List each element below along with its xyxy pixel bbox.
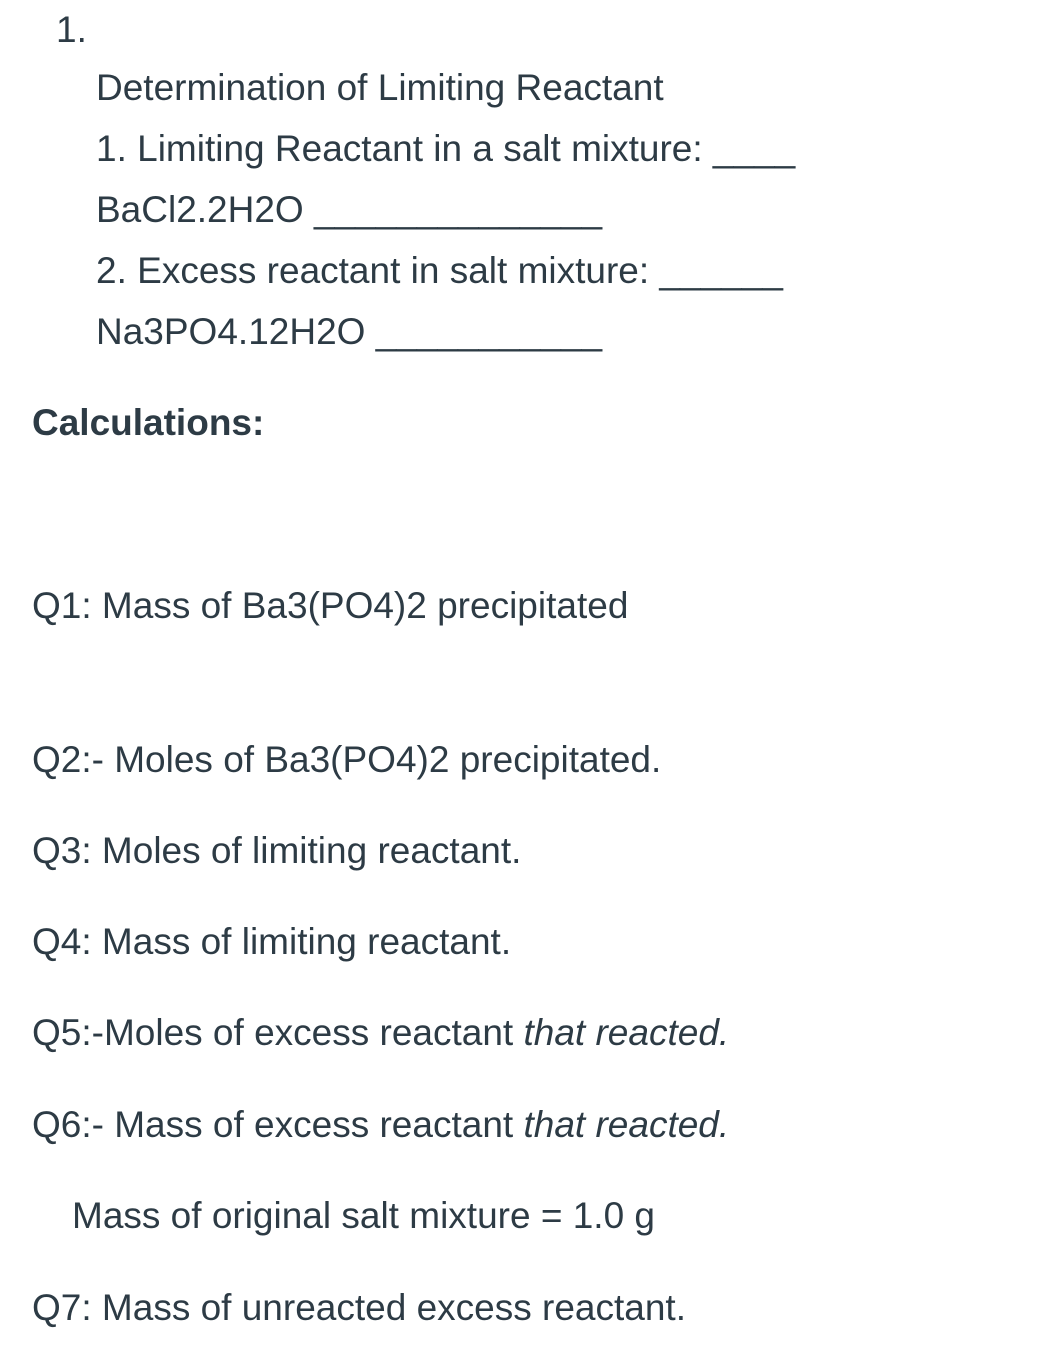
question-q6-italic: that reacted. <box>523 1104 730 1145</box>
limiting-reactant-line: 1. Limiting Reactant in a salt mixture: ____ <box>96 128 796 169</box>
question-q1: Q1: Mass of Ba3(PO4)2 precipitated <box>32 585 629 626</box>
question-q6 <box>32 1103 729 1147</box>
question-q5-italic: that reacted. <box>523 1012 730 1053</box>
excess-reactant-answer: Na3PO4.12H2O ___________ <box>96 311 603 352</box>
question-q2: Q2:- Moles of Ba3(PO4)2 precipitated. <box>32 739 662 780</box>
question-q5 <box>32 1011 729 1055</box>
question-q7: Q7: Mass of unreacted excess reactant. <box>32 1287 686 1328</box>
question-q4: Q4: Mass of limiting reactant. <box>32 921 512 962</box>
limiting-reactant-answer: BaCl2.2H2O ______________ <box>96 189 603 230</box>
question-q3: Q3: Moles of limiting reactant. <box>32 830 522 871</box>
mixture-mass-note: Mass of original salt mixture = 1.0 g <box>72 1195 656 1236</box>
list-number: 1. <box>56 9 87 50</box>
question-q5-text: Q5:-Moles of excess reactant <box>32 1012 524 1053</box>
excess-reactant-line: 2. Excess reactant in salt mixture: ______ <box>96 250 783 291</box>
section-title: Determination of Limiting Reactant <box>96 67 664 108</box>
calculations-heading: Calculations: <box>32 402 265 443</box>
question-q6-text: Q6:- Mass of excess reactant <box>32 1104 524 1145</box>
